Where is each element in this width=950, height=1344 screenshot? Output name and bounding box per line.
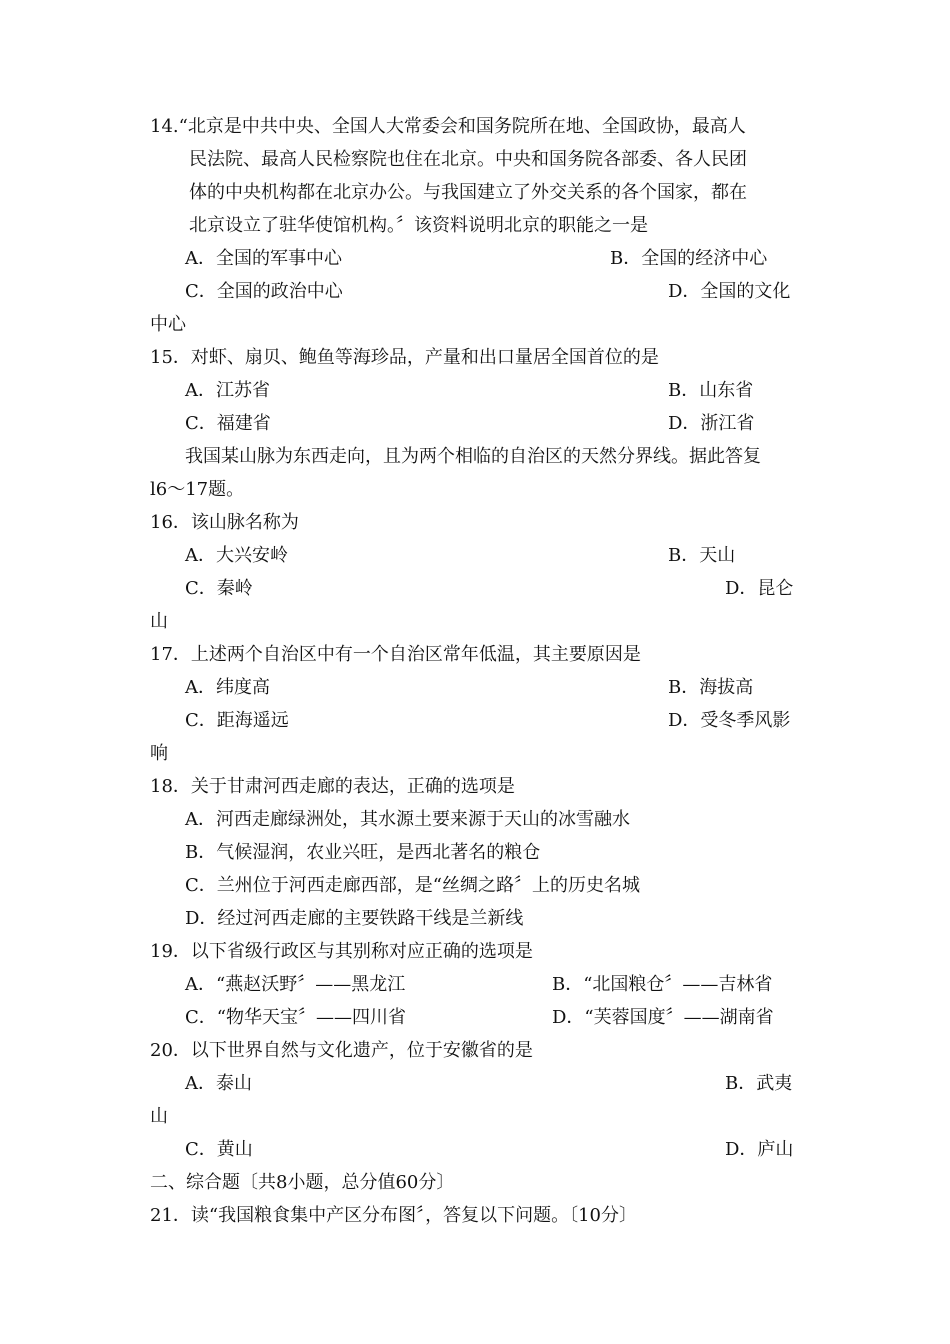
q16-option-a: A．大兴安岭 — [185, 545, 288, 566]
q14-stem-line-3: 体的中央机构都在北京办公。与我国建立了外交关系的各个国家，都在 — [189, 182, 747, 203]
q14-option-d-wrap: 中心 — [150, 314, 186, 335]
q19-stem: 19．以下省级行政区与其别称对应正确的选项是 — [150, 941, 533, 962]
q17-option-b: B．海拔高 — [668, 677, 754, 698]
q20-option-a: A．泰山 — [185, 1073, 252, 1094]
q16-stem: 16．该山脉名称为 — [150, 512, 299, 533]
q15-option-b: B．山东省 — [668, 380, 754, 401]
q17-option-c: C．距海遥远 — [185, 710, 289, 731]
section-2-heading: 二、综合题〔共8小题，总分值60分〕 — [150, 1172, 455, 1193]
q16-option-d: D．昆仑 — [725, 578, 794, 599]
q18-option-a: A．河西走廊绿洲处，其水源土要来源于天山的冰雪融水 — [185, 809, 630, 830]
q17-option-d: D．受冬季风影 — [668, 710, 791, 731]
q17-option-a: A．纬度高 — [185, 677, 270, 698]
q20-option-b-wrap: 山 — [150, 1106, 168, 1127]
q15-option-a: A．江苏省 — [185, 380, 270, 401]
q18-option-c: C．兰州位于河西走廊西部，是“丝绸之路〞上的历史名城 — [185, 875, 640, 896]
q14-stem-line-1: 14.“北京是中共中央、全国人大常委会和国务院所在地、全国政协，最高人 — [150, 116, 746, 137]
q20-option-b: B．武夷 — [725, 1073, 793, 1094]
q15-option-c: C．福建省 — [185, 413, 271, 434]
q14-stem-line-2: 民法院、最高人民检察院也住在北京。中央和国务院各部委、各人民团 — [189, 149, 747, 170]
q19-option-c: C．“物华天宝〞——四川省 — [185, 1007, 406, 1028]
q21-stem: 21．读“我国粮食集中产区分布图〞，答复以下问题。〔10分〕 — [150, 1205, 638, 1226]
q16-option-d-wrap: 山 — [150, 611, 168, 632]
q18-option-d: D．经过河西走廊的主要铁路干线是兰新线 — [185, 908, 524, 929]
intro-16-17-line-2: l6～17题。 — [150, 479, 245, 500]
q15-option-d: D．浙江省 — [668, 413, 755, 434]
q14-option-b: B．全国的经济中心 — [610, 248, 768, 269]
q17-stem: 17．上述两个自治区中有一个自治区常年低温，其主要原因是 — [150, 644, 641, 665]
q15-stem: 15．对虾、扇贝、鲍鱼等海珍品，产量和出口量居全国首位的是 — [150, 347, 659, 368]
q17-option-d-wrap: 响 — [150, 743, 168, 764]
q14-option-d: D．全国的文化 — [668, 281, 791, 302]
q20-stem: 20．以下世界自然与文化遗产，位于安徽省的是 — [150, 1040, 533, 1061]
q14-option-c: C．全国的政治中心 — [185, 281, 343, 302]
q16-option-c: C．秦岭 — [185, 578, 253, 599]
intro-16-17-line-1: 我国某山脉为东西走向，且为两个相临的自治区的天然分界线。据此答复 — [185, 446, 761, 467]
q19-option-d: D．“芙蓉国度〞——湖南省 — [552, 1007, 774, 1028]
q20-option-d: D．庐山 — [725, 1139, 794, 1160]
q19-option-b: B．“北国粮仓〞——吉林省 — [552, 974, 773, 995]
q19-option-a: A．“燕赵沃野〞——黑龙江 — [185, 974, 406, 995]
q20-option-c: C．黄山 — [185, 1139, 253, 1160]
q14-stem-line-4: 北京设立了驻华使馆机构。〞该资料说明北京的职能之一是 — [189, 215, 648, 236]
q14-option-a: A．全国的军事中心 — [185, 248, 342, 269]
q16-option-b: B．天山 — [668, 545, 736, 566]
q18-option-b: B．气候湿润，农业兴旺，是西北著名的粮仓 — [185, 842, 541, 863]
q18-stem: 18．关于甘肃河西走廊的表达，正确的选项是 — [150, 776, 515, 797]
